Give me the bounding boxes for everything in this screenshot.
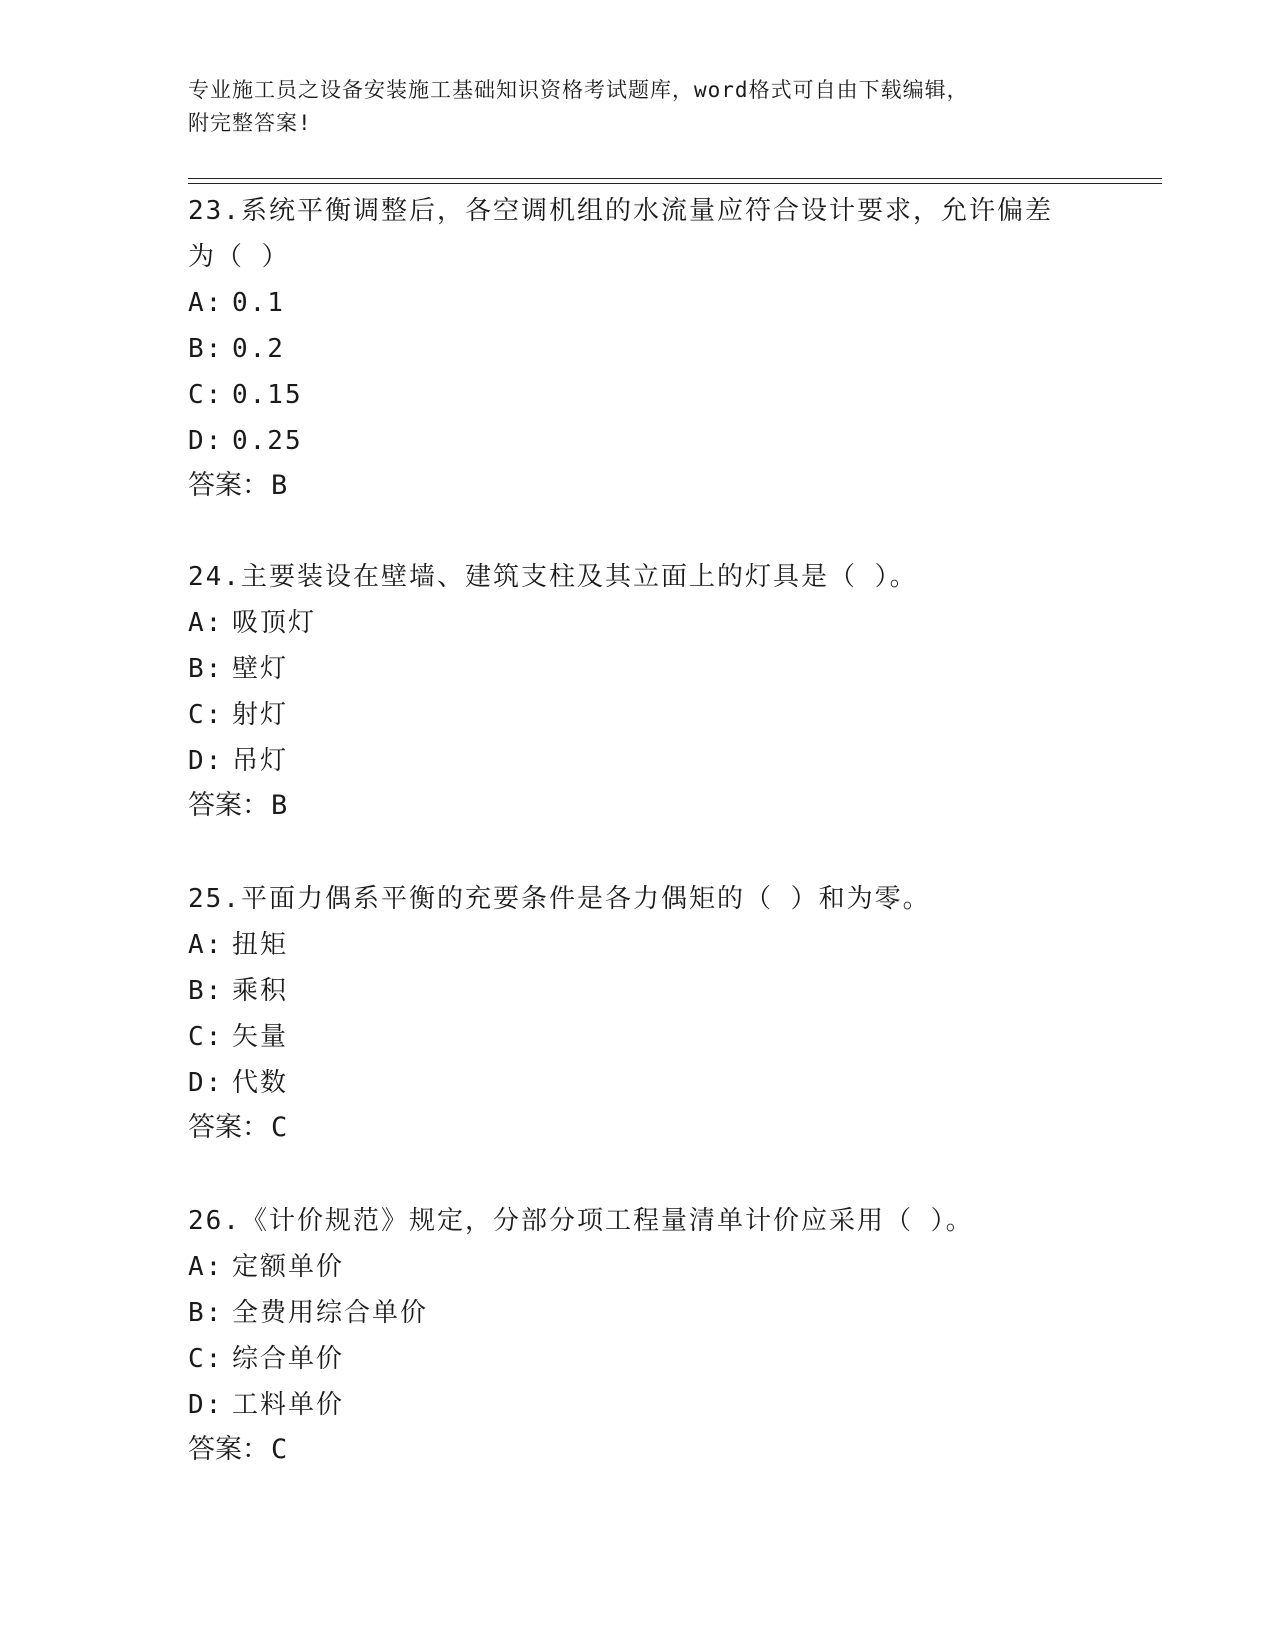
answer-line — [188, 1106, 1088, 1150]
header-divider-top — [188, 178, 1162, 179]
option-letter: D: — [188, 426, 224, 456]
question-24 — [188, 554, 1088, 828]
option-text: 代数 — [232, 1068, 289, 1098]
option-text: 吊灯 — [232, 746, 289, 776]
option-letter: A: — [188, 608, 224, 638]
option-letter: A: — [188, 1252, 224, 1282]
option-a — [188, 600, 1088, 646]
option-letter: B: — [188, 1298, 224, 1328]
option-text: 乘积 — [232, 976, 289, 1006]
option-letter: D: — [188, 746, 224, 776]
option-text: 射灯 — [232, 700, 289, 730]
option-text: 全费用综合单价 — [232, 1298, 429, 1328]
option-d — [188, 738, 1088, 784]
answer-label: 答案： — [188, 790, 269, 821]
option-c — [188, 1014, 1088, 1060]
answer-line — [188, 784, 1088, 828]
question-stem: 26.《计价规范》规定，分部分项工程量清单计价应采用（ ）。 — [188, 1206, 974, 1236]
answer-value: B — [271, 790, 288, 821]
answer-value: B — [271, 470, 288, 501]
answer-value: C — [271, 1434, 288, 1465]
option-d — [188, 1382, 1088, 1428]
answer-value: C — [271, 1112, 288, 1143]
question-23 — [188, 188, 1088, 508]
option-letter: D: — [188, 1390, 224, 1420]
header-divider-bottom — [188, 183, 1162, 184]
option-text: 定额单价 — [232, 1252, 345, 1282]
document-header — [188, 74, 1088, 140]
option-text: 吸顶灯 — [232, 608, 317, 638]
option-text: 0.25 — [232, 426, 303, 456]
answer-line — [188, 1428, 1088, 1472]
option-a — [188, 922, 1088, 968]
option-d — [188, 1060, 1088, 1106]
question-26 — [188, 1198, 1088, 1472]
option-b — [188, 646, 1088, 692]
option-letter: C: — [188, 1022, 224, 1052]
option-text: 综合单价 — [232, 1344, 345, 1374]
option-letter: B: — [188, 976, 224, 1006]
answer-label: 答案： — [188, 470, 269, 501]
question-stem: 23.系统平衡调整后，各空调机组的水流量应符合设计要求，允许偏差 — [188, 196, 1053, 226]
option-b — [188, 1290, 1088, 1336]
option-text: 矢量 — [232, 1022, 289, 1052]
option-text: 0.1 — [232, 288, 285, 318]
option-text: 0.15 — [232, 380, 303, 410]
option-c — [188, 1336, 1088, 1382]
option-c — [188, 692, 1088, 738]
option-b — [188, 326, 1088, 372]
option-letter: B: — [188, 334, 224, 364]
option-text: 壁灯 — [232, 654, 289, 684]
header-line-1: 专业施工员之设备安装施工基础知识资格考试题库，word格式可自由下载编辑， — [188, 78, 969, 102]
question-stem: 25.平面力偶系平衡的充要条件是各力偶矩的（ ）和为零。 — [188, 884, 931, 914]
option-letter: A: — [188, 930, 224, 960]
option-text: 扭矩 — [232, 930, 289, 960]
answer-line — [188, 464, 1088, 508]
option-letter: D: — [188, 1068, 224, 1098]
option-letter: C: — [188, 380, 224, 410]
question-stem-continued: 为（ ） — [188, 242, 290, 272]
option-text: 工料单价 — [232, 1390, 345, 1420]
option-letter: B: — [188, 654, 224, 684]
option-letter: C: — [188, 700, 224, 730]
question-25 — [188, 876, 1088, 1150]
option-letter: A: — [188, 288, 224, 318]
option-text: 0.2 — [232, 334, 285, 364]
option-a — [188, 280, 1088, 326]
option-b — [188, 968, 1088, 1014]
answer-label: 答案： — [188, 1112, 269, 1143]
option-a — [188, 1244, 1088, 1290]
question-stem: 24.主要装设在壁墙、建筑支柱及其立面上的灯具是（ ）。 — [188, 562, 918, 592]
option-d — [188, 418, 1088, 464]
answer-label: 答案： — [188, 1434, 269, 1465]
header-line-2: 附完整答案! — [188, 111, 312, 135]
option-c — [188, 372, 1088, 418]
option-letter: C: — [188, 1344, 224, 1374]
